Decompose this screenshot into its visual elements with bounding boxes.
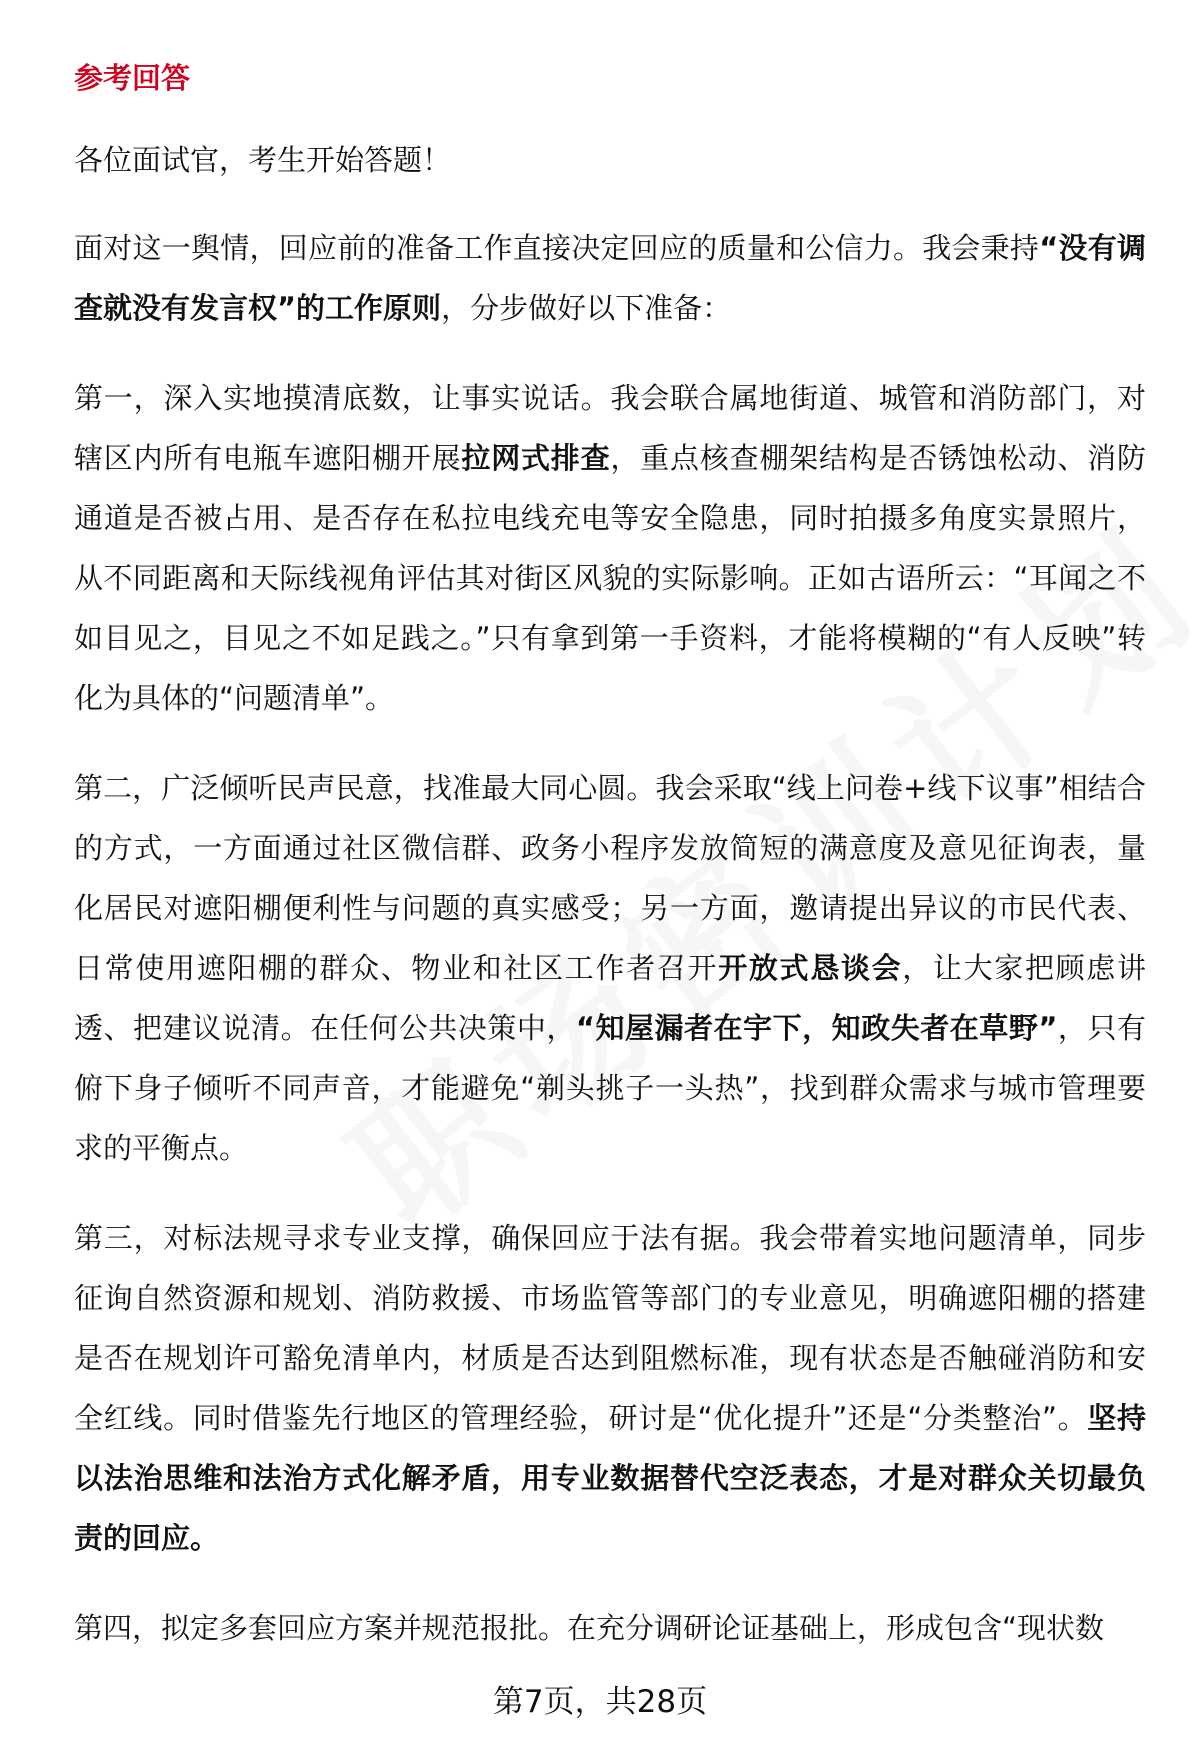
text-run: 第一，深入实地摸清底数，让事实说话。我会联合属地街道、城管和消防部门，对辖区内所有电瓶车遮阳棚开展: [74, 381, 1146, 475]
text-run: ，让大家把顾虑讲透、把建议说清。在任何公共决策中，: [74, 951, 1146, 1045]
text-run: 第三，对标法规寻求专业支撑，确保回应于法有据。我会带着实地问题清单，同步征询自然资源和规划、消防救援、市场监管等部门的专业意见，明确遮阳棚的搭建是否在规划许可豁免清单内，材质是否达到阻燃标准，现有状态是否触碰消防和安全红线。同时借鉴先行地区的管理经验，研讨是“优化提升”还是“分类整治”。: [74, 1221, 1146, 1435]
bold-text-run: 拉网式排查: [461, 441, 611, 475]
bold-text-run: 坚持以法治思维和法治方式化解矛盾，用专业数据替代空泛表态，才是对群众关切最负责的回应。: [74, 1401, 1146, 1555]
paragraph-third: [74, 1208, 1146, 1568]
paragraph-greeting: 各位面试官，考生开始答题！: [74, 143, 452, 177]
page-number-footer: 第7页，共28页: [492, 1684, 708, 1720]
bold-text-run: “知屋漏者在宇下，知政失者在草野”: [575, 1011, 1058, 1045]
bold-text-run: 开放式恳谈会: [718, 951, 903, 985]
paragraph-fourth: 第四，拟定多套回应方案并规范报批。在充分调研论证基础上，形成包含“现状数: [74, 1611, 1105, 1645]
paragraph-intro: [74, 218, 1146, 338]
paragraph-second: [74, 758, 1146, 1178]
text-run: 第二，广泛倾听民声民意，找准最大同心圆。我会采取“线上问卷+线下议事”相结合的方式，一方面通过社区微信群、政务小程序发放简短的满意度及意见征询表，量化居民对遮阳棚便利性与问题的真实感受；另一方面，邀请提出异议的市民代表、日常使用遮阳棚的群众、物业和社区工作者召开: [74, 771, 1146, 985]
text-run: 面对这一舆情，回应前的准备工作直接决定回应的质量和公信力。我会秉持: [74, 231, 1040, 265]
text-run: ，重点核查棚架结构是否锈蚀松动、消防通道是否被占用、是否存在私拉电线充电等安全隐患，同时拍摄多角度实景照片，从不同距离和天际线视角评估其对街区风貌的实际影响。正如古语所云：“耳闻之不如目见之，目见之不如足践之。”只有拿到第一手资料，才能将模糊的“有人反映”转化为具体的“问题清单”。: [74, 441, 1146, 715]
text-run: ，只有俯下身子倾听不同声音，才能避免“剃头挑子一头热”，找到群众需求与城市管理要求的平衡点。: [74, 1011, 1146, 1165]
bold-text-run: “没有调查就没有发言权”的工作原则: [74, 231, 1146, 325]
paragraph-first: [74, 368, 1146, 728]
section-heading: 参考回答: [74, 61, 191, 95]
text-run: ，分步做好以下准备：: [441, 291, 732, 325]
